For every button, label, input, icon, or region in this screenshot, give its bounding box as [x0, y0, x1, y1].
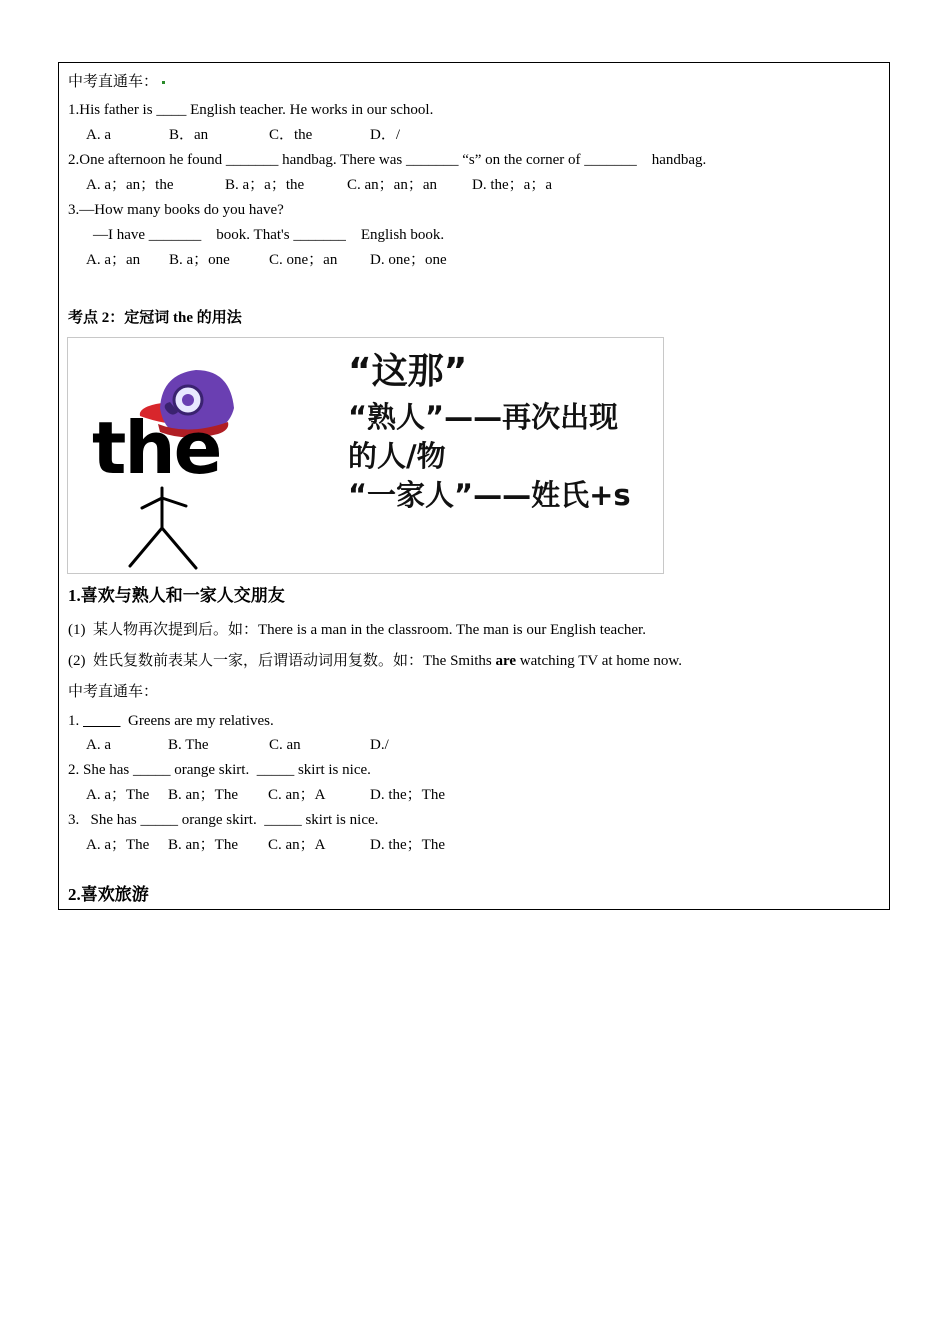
p1-q1-number: 1.	[68, 713, 83, 729]
p1-q1-option-c: C. an	[269, 737, 301, 753]
q1-option-d: D．/	[370, 127, 401, 143]
p1-q2-option-a: A. a；The	[86, 787, 150, 803]
section-label	[68, 72, 165, 92]
q2-option-b: B. a；a；the	[225, 177, 305, 193]
q3-option-d: D. one；one	[370, 252, 447, 268]
part-1-label: 中考直通车：	[68, 684, 159, 700]
q1-option-a: A. a	[86, 127, 111, 143]
p1-question-3-stem: 3. She has _____ orange skirt. _____ skirt is nice.	[68, 812, 379, 828]
p1-q1-option-a: A. a	[86, 737, 111, 753]
q2-option-c: C. an；an；an	[347, 177, 437, 193]
marker-dot	[162, 81, 165, 84]
figure-line-3: 的人/物	[348, 439, 446, 473]
q2-option-d: D. the；a；a	[472, 177, 552, 193]
topic-2-title-suffix: 的用法	[193, 310, 242, 326]
rule-2-suffix: watching TV at home now.	[516, 653, 682, 669]
q1-option-c: C．the	[269, 127, 313, 143]
p1-q3-option-d: D. the；The	[370, 837, 445, 853]
p1-q1-blank	[83, 713, 121, 729]
topic-2-title	[68, 308, 242, 328]
figure-line-1: “这那”	[348, 351, 468, 392]
question-3-stem-2: —I have _______ book. That's _______ English book.	[93, 227, 445, 243]
figure-line-4: “一家人”——姓氏+s	[348, 478, 631, 512]
q3-option-c: C. one；an	[269, 252, 338, 268]
stick-body-icon	[130, 488, 196, 568]
question-3-stem: 3.—How many books do you have?	[68, 202, 284, 218]
p1-q3-option-a: A. a；The	[86, 837, 150, 853]
section-label-text: 中考直通车：	[68, 74, 159, 90]
p1-q3-option-b: B. an；The	[168, 837, 238, 853]
topic-2-title-prefix: 考点 2：定冠词	[68, 310, 174, 326]
q3-option-a: A. a；an	[86, 252, 141, 268]
rule-2-prefix: (2) 姓氏复数前表某人一家，后谓语动词用复数。如：The Smiths	[68, 653, 496, 669]
rule-1: (1) 某人物再次提到后。如：There is a man in the classroom. The man is our English teacher.	[68, 622, 646, 638]
p1-q2-option-d: D. the；The	[370, 787, 445, 803]
p1-q2-option-b: B. an；The	[168, 787, 238, 803]
question-2-stem: 2.One afternoon he found _______ handbag. There was _______ “s” on the corner of _______ handbag.	[68, 152, 707, 168]
figure-line-2: “熟人”——再次出现	[348, 400, 619, 434]
q3-option-b: B. a；one	[169, 252, 230, 268]
p1-q2-option-c: C. an；A	[268, 787, 326, 803]
the-illustration	[67, 337, 664, 574]
q2-option-a: A. a；an；the	[86, 177, 174, 193]
figure-word-the: the	[92, 406, 221, 490]
p1-q1-option-b: B. The	[168, 737, 209, 753]
p1-question-2-stem: 2. She has _____ orange skirt. _____ skirt is nice.	[68, 762, 371, 778]
part-1-heading: 1.喜欢与熟人和一家人交朋友	[68, 586, 285, 605]
q1-option-b: B．an	[169, 127, 209, 143]
rule-2-bold: are	[495, 653, 517, 669]
p1-question-1-stem	[68, 711, 274, 731]
rule-2	[68, 651, 682, 671]
question-1-stem: 1.His father is ____ English teacher. He works in our school.	[68, 102, 434, 118]
p1-q3-option-c: C. an；A	[268, 837, 326, 853]
part-2-heading: 2.喜欢旅游	[68, 885, 149, 904]
p1-q1-stem-rest: Greens are my relatives.	[120, 713, 274, 729]
p1-q1-option-d: D./	[370, 737, 389, 753]
topic-2-title-word: the	[173, 310, 194, 326]
